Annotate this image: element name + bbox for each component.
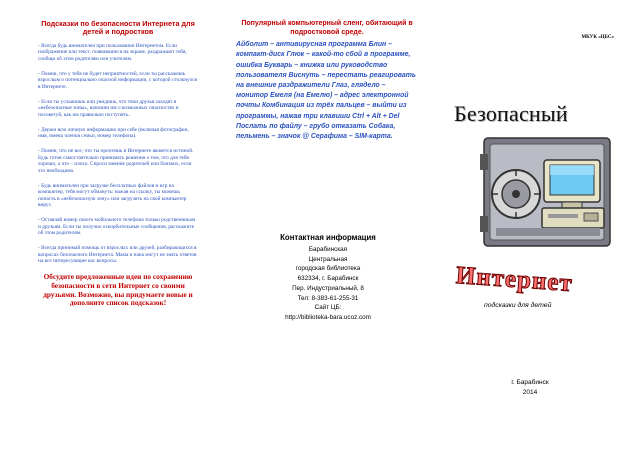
contact-website[interactable]: http://biblioteka-bara.ucoz.com — [285, 313, 371, 321]
org-name: МКУК «ЦБС» — [581, 35, 614, 40]
tips-title: Подсказки по безопасности Интернета для детей и подростков — [41, 19, 195, 37]
city: г. Барабинск — [511, 379, 549, 386]
contact-line: Пер. Индустриальный, 8 — [292, 284, 364, 292]
tip-1: - Всегда будь внимателен при пользовании Интернетом. Если изображение или текст, появившиеся на экране, раздражают тебя, сообщи об этом родителям или учителям. — [38, 42, 187, 62]
contact-line: Барабинская — [308, 246, 348, 253]
safe-computer-illustration — [478, 132, 618, 250]
contact-line: Тел: 8-383-61-255-31 — [297, 294, 359, 302]
contact-title: Контактная информация — [280, 233, 376, 242]
tip-5: - Помни, что не все, что ты прочтешь в Интернете является истиной. Будь готов самостоятельно принимать решения о том, что для тебя хорошо, а что – плохо. Спроси мнение родителей или близких, если это необходимо. — [38, 148, 194, 174]
left-panel — [0, 0, 220, 453]
contact-line: 632334, г. Барабинск — [297, 275, 359, 283]
tip-2: - Помни, что у тебя не будет неприятностей, если ты расскажешь взрослым о потенциально опасной информации, с которой столкнулся в Интернете. — [38, 70, 198, 90]
contact-line: Сайт ЦБ: — [314, 304, 342, 312]
discussion-note: Обсудите предложенные идеи по сохранению безопасности в сети Интернет со своими друзьями. Возможно, вы придумаете новые и дополните список подсказок! — [43, 272, 193, 308]
cover-title-line1: Безопасный — [454, 101, 568, 126]
cover-title-line2: Интернет — [455, 262, 574, 298]
tip-7: - Оставляй номер своего мобильного телефона только родственникам и друзьям. Если ты получил оскорбительные сообщения, расскажите об этом родителям. — [38, 217, 196, 237]
cover-panel — [432, 0, 640, 453]
contact-line: городская библиотека — [295, 265, 361, 273]
contact-line: Центральная — [308, 255, 348, 263]
tip-6: - Будь внимателен при загрузке бесплатных файлов и игр на компьютер, тебя могут обмануть: нажав на ссылку, ты можешь попасть в «небезопасную зону» или загрузить на свой компьютер вирус. — [38, 182, 187, 209]
slang-list: Айболит – антивирусная программа Блин – компакт-диск Глюк – какой-то сбой в программе, ошибка Букварь – книжка или руководство пользователя Виснуть – перестать реагировать на внешние раздражители Глаз, глядело – монитор Емеля (на Емелю) – адрес электронной почты Комбинация из трёх пальцев – выйти из программы, нажав три клавиши Ctrl + Alt + Del Послать по файлу – грубо отказать Собака, пельмень – значок @ Серафима – SIM-карта. — [236, 41, 416, 141]
place-year — [490, 378, 570, 397]
slang-title: Популярный компьютерный сленг, обитающий в подростковой среде. — [241, 20, 413, 36]
contact-info — [236, 245, 420, 323]
tip-3: - Если ты услышишь или увидишь, что твои друзья заходят в «небезопасные зоны», напомни им о возможных опасностях и посоветуй, как им правильно поступить. — [38, 98, 179, 118]
middle-panel — [222, 0, 422, 453]
cover-subtitle: подсказки для детей — [484, 302, 552, 309]
tip-4: - Держи всю личную информацию при себе (включая фотографии, имя, имена членов семьи, номер телефона). — [38, 126, 189, 140]
tip-8: - Всегда принимай помощь от взрослых или друзей, разбирающихся в вопросах безопасного Интернета. Мама и папа могут не знать ответов на все интересующие вас вопросы. — [38, 245, 197, 265]
year: 2014 — [522, 388, 538, 396]
